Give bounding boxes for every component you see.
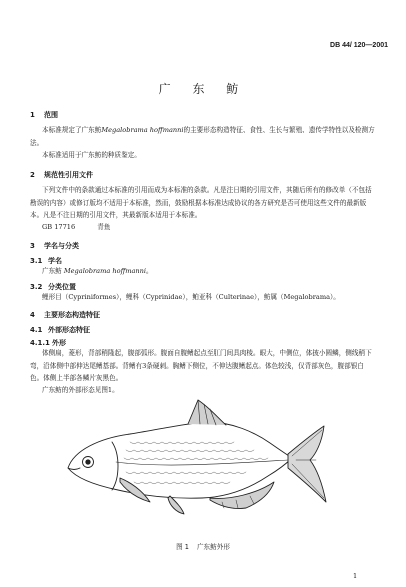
scale-pattern [124,442,268,484]
fish-mouth [68,468,80,470]
section-title: 范围 [44,111,58,119]
section-3-heading [30,241,79,251]
section-number: 4 [30,311,35,319]
section-4-1-heading [30,325,90,335]
figure-caption [0,541,406,551]
section-title: 主要形态构造特征 [44,311,100,319]
doc-number: DB 44/ 120—2001 [330,42,388,49]
figure-caption-text: 广东鲂外形 [196,543,230,551]
pelvic-fin [168,496,184,514]
scope-applicability: 本标准适用于广东鲂的种质鉴定。 [42,151,141,159]
section-2-heading [30,170,93,180]
scope-text: 的主要形态构造特征、食性、生长与繁殖、遗传学特性以及检测方法。 [30,126,375,147]
fish-illustration [60,398,330,520]
section-number: 4.1 [30,326,43,334]
section-number: 3 [30,242,35,250]
anal-fin [210,482,274,509]
scope-paragraph [30,124,376,149]
taxonomy-line: 鲤形目（Cypriniformes），鲤科（Cyprinidae），鲌亚科（Culterinae），鲂属（Megalobrama）。 [42,293,340,301]
section-1-heading [30,110,58,120]
latin-name: Megalobrama hoffmanni [63,267,147,275]
section-title: 外部形态特征 [48,326,90,334]
section-title: 分类位置 [48,283,76,291]
figure-label: 图 1 [176,543,189,551]
scientific-name-line [30,265,376,278]
reference-entry [42,221,110,234]
external-shape-paragraph: 体侧扁，菱形，背部稍隆起，腹部弧形。腹面自腹鳍起点至肛门间具肉棱。眼大，中侧位，体披小圆鳞，侧线稍下弯，沿体侧中部伸达尾鳍基部。背鳍有3条硬刺。胸鳍下侧位，不伸达腹鳍起点。体色较浅，仅背部灰色，腹部银白色。体侧上半部各鳞片灰黑色。 [30,349,372,382]
section-title: 学名与分类 [44,242,79,250]
figure-reference-line: 广东鲂的外部形态见图1。 [42,386,119,394]
reference-code: GB 17716 [42,223,76,231]
section-number: 3.1 [30,257,43,265]
section-title: 外形 [52,339,66,347]
page-title: 广 东 鲂 [158,82,248,96]
punctuation: 。 [146,267,153,275]
common-name: 广东鲂 [42,267,62,275]
caudal-fin [288,426,326,502]
reference-title: 青鱼 [97,223,111,231]
section-number: 4.1.1 [30,339,50,347]
scope-text: 本标准规定了广东鲂 [42,126,102,134]
gill-cover [112,442,118,490]
section-number: 1 [30,111,35,119]
section-title: 学名 [48,257,62,265]
pectoral-fin [120,478,150,502]
section-4-heading [30,310,100,320]
page-number: 1 [353,572,358,580]
latin-name: Megalobrama hoffmanni [101,126,184,134]
normative-references-paragraph: 下列文件中的条款通过本标准的引用而成为本标准的条款。凡是注日期的引用文件，其随后所有的修改单（不包括勘误的内容）或修订版均不适用于本标准，然而，鼓励根据本标准达成协议的各方研究是否可使用这些文件的最新版本。凡是不注日期的引用文件，其最新版本适用于本标准。 [30,186,372,219]
section-number: 2 [30,171,35,179]
section-number: 3.2 [30,283,43,291]
fish-body-outline [68,422,292,498]
dorsal-fin [188,400,226,425]
lateral-line [116,460,288,465]
section-title: 规范性引用文件 [44,171,93,179]
